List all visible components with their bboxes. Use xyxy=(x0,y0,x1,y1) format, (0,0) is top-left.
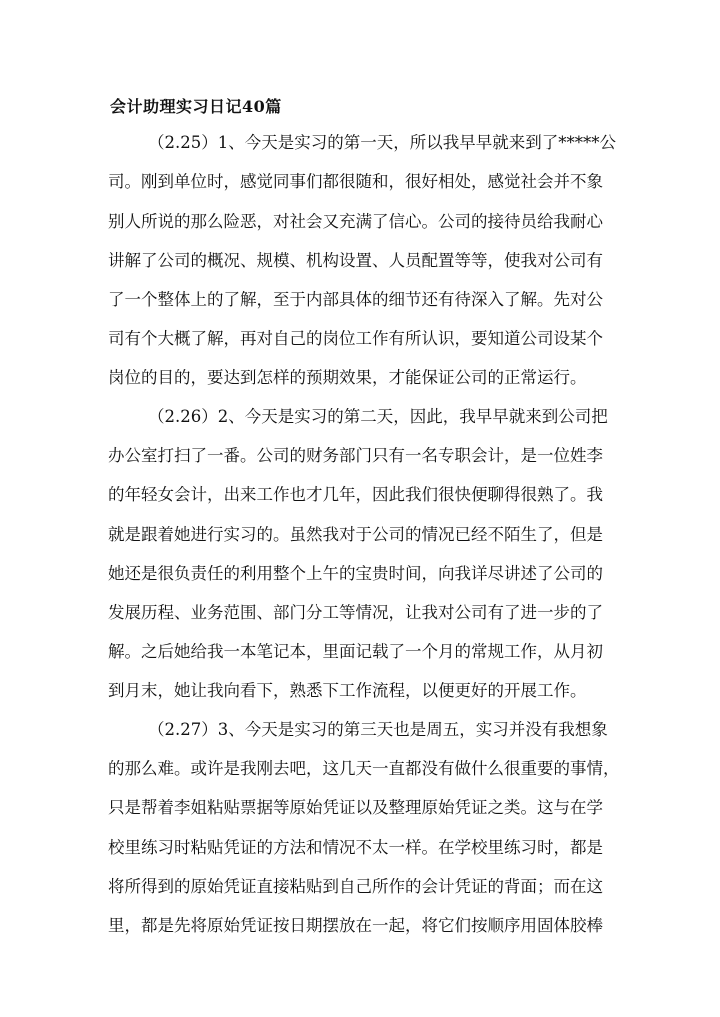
paragraph-2-line-3: 的年轻女会计，出来工作也才几年，因此我们很快便聊得很熟了。我 xyxy=(108,485,603,504)
paragraph-3-line-2: 的那么难。或许是我刚去吧，这几天一直都没有做什么很重要的事情， xyxy=(108,759,620,778)
paragraph-2-line-2: 办公室打扫了一番。公司的财务部门只有一名专职会计，是一位姓李 xyxy=(108,446,603,465)
paragraph-2-line-4: 就是跟着她进行实习的。虽然我对于公司的情况已经不陌生了，但是 xyxy=(108,525,603,544)
paragraph-1-line-5: 了一个整体上的了解，至于内部具体的细节还有待深入了解。先对公 xyxy=(108,290,603,309)
paragraph-3-line-3: 只是帮着李姐粘贴票据等原始凭证以及整理原始凭证之类。这与在学 xyxy=(108,798,603,817)
paragraph-3-line-1: （2.27）3、今天是实习的第三天也是周五，实习并没有我想象 xyxy=(148,720,608,739)
paragraph-2-line-5: 她还是很负责任的利用整个上午的宝贵时间，向我详尽讲述了公司的 xyxy=(108,564,603,583)
paragraph-3-line-4: 校里练习时粘贴凭证的方法和情况不太一样。在学校里练习时，都是 xyxy=(108,838,603,857)
paragraph-2-line-8: 到月末，她让我向看下，熟悉下工作流程，以便更好的开展工作。 xyxy=(108,681,587,700)
paragraph-1-line-2: 司。刚到单位时，感觉同事们都很随和，很好相处，感觉社会并不象 xyxy=(108,172,603,191)
paragraph-2-line-7: 解。之后她给我一本笔记本，里面记载了一个月的常规工作，从月初 xyxy=(108,642,603,661)
paragraph-1-line-6: 司有个大概了解，再对自己的岗位工作有所认识，要知道公司设某个 xyxy=(108,329,603,348)
document-title: 会计助理实习日记40篇 xyxy=(110,97,282,116)
paragraph-2-line-1: （2.26）2、今天是实习的第二天，因此，我早早就来到公司把 xyxy=(148,407,608,426)
paragraph-3-line-6: 里，都是先将原始凭证按日期摆放在一起，将它们按顺序用固体胶棒 xyxy=(108,916,603,935)
paragraph-1-line-3: 别人所说的那么险恶，对社会又充满了信心。公司的接待员给我耐心 xyxy=(108,212,603,231)
paragraph-2-line-6: 发展历程、业务范围、部门分工等情况，让我对公司有了进一步的了 xyxy=(108,603,603,622)
paragraph-1-line-1: （2.25）1、今天是实习的第一天，所以我早早就来到了*****公 xyxy=(148,133,616,152)
paragraph-1-line-4: 讲解了公司的概况、规模、机构设置、人员配置等等，使我对公司有 xyxy=(108,251,603,270)
paragraph-3-line-5: 将所得到的原始凭证直接粘贴到自己所作的会计凭证的背面；而在这 xyxy=(108,877,603,896)
paragraph-1-line-7: 岗位的目的，要达到怎样的预期效果，才能保证公司的正常运行。 xyxy=(108,368,587,387)
